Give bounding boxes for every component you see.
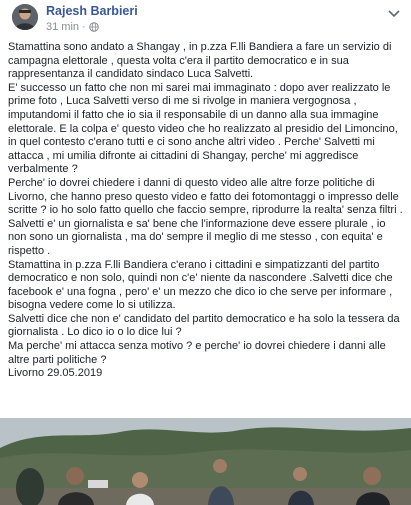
meta-separator: · — [82, 21, 86, 33]
globe-icon — [89, 22, 99, 32]
post-paragraph: Livorno 29.05.2019 — [8, 367, 103, 380]
post-video-thumbnail[interactable] — [0, 418, 411, 505]
post-paragraph: Stamattina in p.zza F.lli Bandiera c'erano i cittadini e simpatizzanti del partito democratico e non solo, quindi non c'e' niente da nascondere .Salvetti dice che facebook e' una fogna , pero' e' un mezzo che dico io che serve per informare , bisogna vedere come lo si utilizza. — [8, 258, 393, 312]
post-paragraph: Salvetti dice che non e' candidato del partito democratico e ha solo la tessera da giornalista . Lo dico io o lo dice lui ? — [8, 312, 400, 339]
post-paragraph: E' successo un fatto che non mi sarei mai immaginato : dopo aver realizzato le prime foto , Luca Salvetti verso di me si rivolge in maniera vergognosa , imputandomi il fatto che io sia il responsabile di un danno alla sua immagine elettorale. E la colpa e' questo video che ho realizzato al presidio del Limoncino, in quel contesto c'erano tutti e ci sono anche altri video . Perche' Salvetti mi attacca , mi umilia difronte ai cittadini di Shangay, perche' mi aggredisce verbalmente ? — [8, 81, 398, 176]
post-timestamp[interactable]: 31 min — [46, 21, 80, 33]
author-name[interactable]: Rajesh Barbieri — [46, 4, 138, 18]
post-paragraph: Stamattina sono andato a Shangay , in p.zza F.lli Bandiera a fare un servizio di campagna elettorale , questa volta c'era il partito democratico e in sua rappresentanza il candidato sindaco Luca Salvetti. — [8, 41, 392, 81]
post-paragraph: Perche' io dovrei chiedere i danni di questo video alle altre forze politiche di Livorno, che hanno preso questo video e fatto dei fotomontaggi o impresso delle scritte ? io ho solo fatto quello che faccio sempre, riprodurre la realta' senza filtri . Salvetti e' un giornalista e sa' bene che l'informazione deve essere plurale , io non sono un giornalista , ma do' sempre il meglio di me stesso , con equita' e rispetto . — [8, 176, 403, 257]
video-frame — [0, 418, 411, 505]
chevron-down-icon[interactable] — [387, 6, 401, 20]
post-body — [8, 41, 405, 381]
post-meta — [46, 21, 99, 33]
post-header — [0, 0, 411, 40]
avatar-photo — [12, 4, 38, 30]
author-avatar[interactable] — [12, 4, 38, 30]
post-paragraph: Ma perche' mi attacca senza motivo ? e perche' io dovrei chiedere i danni alle altre parti politiche ? — [8, 340, 386, 366]
